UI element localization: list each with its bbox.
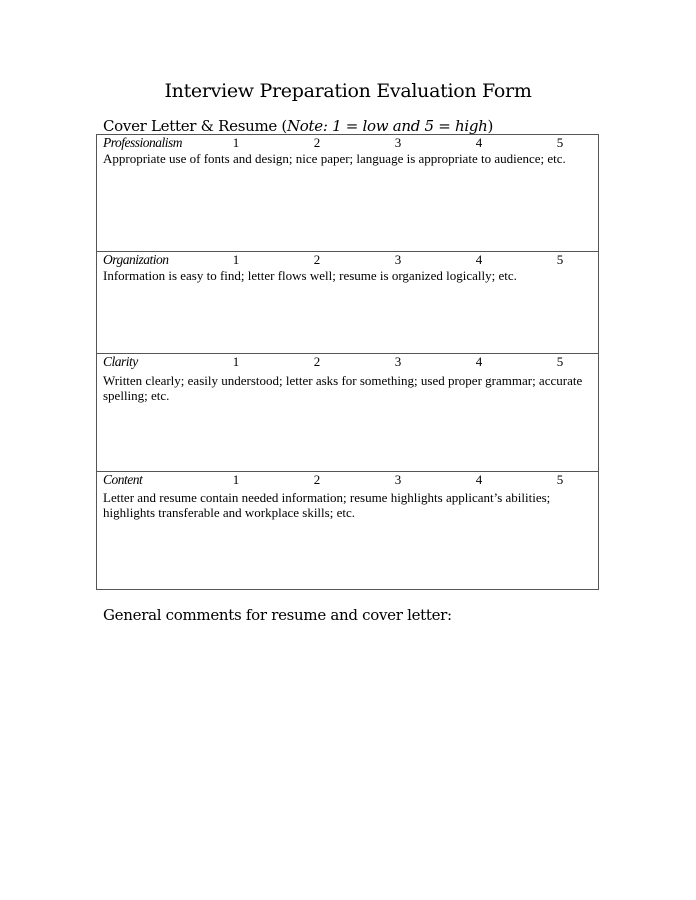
score-2[interactable]: 2: [313, 252, 321, 267]
criterion-row-header: [97, 472, 598, 487]
score-4[interactable]: 4: [475, 252, 483, 267]
score-3[interactable]: 3: [394, 135, 402, 150]
criterion-description: Appropriate use of fonts and design; nice paper; language is appropriate to audience; etc.: [103, 151, 566, 166]
section-heading-label: Cover Letter & Resume (: [103, 117, 287, 135]
page-title: Interview Preparation Evaluation Form: [164, 80, 532, 102]
criterion-name: Professionalism: [103, 135, 183, 150]
score-5[interactable]: 5: [556, 135, 564, 150]
section-heading: [103, 117, 493, 135]
score-1[interactable]: 1: [232, 354, 240, 369]
score-1[interactable]: 1: [232, 252, 240, 267]
score-4[interactable]: 4: [475, 354, 483, 369]
criterion-row-professionalism: [97, 135, 598, 252]
score-5[interactable]: 5: [556, 354, 564, 369]
scale-note: Note: 1 = low and 5 = high: [286, 117, 488, 135]
criterion-row-header: [97, 135, 598, 150]
criterion-description: Information is easy to find; letter flows well; resume is organized logically; etc.: [103, 268, 517, 283]
criterion-row-content: [97, 471, 598, 589]
score-5[interactable]: 5: [556, 472, 564, 487]
score-3[interactable]: 3: [394, 252, 402, 267]
criterion-description: Letter and resume contain needed information; resume highlights applicant’s abilities; highlights transferable and workplace skills; etc.: [103, 490, 551, 520]
criterion-name: Organization: [103, 252, 169, 267]
score-5[interactable]: 5: [556, 252, 564, 267]
criterion-row-header: [97, 252, 598, 267]
score-3[interactable]: 3: [394, 472, 402, 487]
score-1[interactable]: 1: [232, 135, 240, 150]
score-2[interactable]: 2: [313, 135, 321, 150]
criterion-row-clarity: [97, 353, 598, 472]
score-1[interactable]: 1: [232, 472, 240, 487]
general-comments-heading: General comments for resume and cover letter:: [103, 606, 452, 624]
score-4[interactable]: 4: [475, 472, 483, 487]
section-heading-close: ): [487, 117, 494, 135]
score-2[interactable]: 2: [313, 472, 321, 487]
criterion-row-header: [97, 354, 598, 369]
score-2[interactable]: 2: [313, 354, 321, 369]
criterion-row-organization: [97, 251, 598, 354]
score-4[interactable]: 4: [475, 135, 483, 150]
criterion-description: Written clearly; easily understood; letter asks for something; used proper grammar; accurate spelling; etc.: [103, 373, 583, 403]
criteria-table: [96, 134, 599, 590]
criterion-name: Clarity: [103, 354, 138, 369]
criterion-name: Content: [103, 472, 143, 487]
score-3[interactable]: 3: [394, 354, 402, 369]
